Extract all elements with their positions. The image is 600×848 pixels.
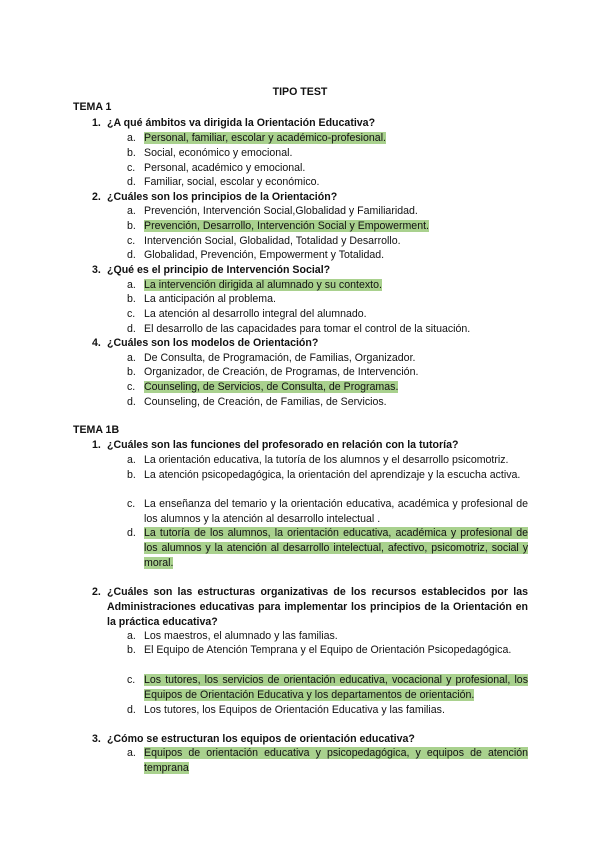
option-text: La orientación educativa, la tutoría de los alumnos y el desarrollo psicomotriz.: [144, 454, 509, 466]
option-letter: b.: [127, 147, 136, 159]
option-text: Personal, familiar, escolar y académico-profesional.: [144, 132, 387, 144]
option-letter: c.: [127, 235, 136, 247]
option-text: Prevención, Intervención Social,Globalidad y Familiaridad.: [144, 205, 418, 217]
option-letter: c.: [127, 308, 136, 320]
answer-option-correct: [127, 131, 528, 146]
question: [92, 336, 528, 351]
option-letter: a.: [127, 205, 136, 217]
question-number: 1.: [92, 439, 101, 451]
option-text: Counseling, de Servicios, de Consulta, de Programas.: [144, 381, 399, 393]
answer-option: [127, 204, 528, 219]
answer-option-correct: [127, 278, 528, 293]
option-text: Organizador, de Creación, de Programas, de Intervención.: [144, 366, 419, 378]
question-number: 2.: [92, 191, 101, 203]
answer-option: [127, 453, 528, 468]
answer-option: [127, 351, 528, 366]
question-number: 3.: [92, 733, 101, 745]
answer-option: [127, 146, 528, 161]
option-letter: c.: [127, 162, 136, 174]
answer-option-correct: [127, 380, 528, 395]
question-text: ¿A qué ámbitos va dirigida la Orientación Educativa?: [107, 117, 376, 129]
answer-option-correct: [127, 219, 528, 234]
option-text: Familiar, social, escolar y económico.: [144, 176, 320, 188]
option-letter: b.: [127, 469, 136, 481]
option-text: Los tutores, los Equipos de Orientación Educativa y las familias.: [144, 704, 445, 716]
question: [92, 585, 528, 630]
option-text: La enseñanza del temario y la orientación educativa, académica y profesional de los alumnos y la atención al desarrollo intelectual .: [144, 498, 528, 525]
question: [92, 190, 528, 205]
option-text: Los tutores, los servicios de orientación educativa, vocacional y profesional, los Equipos de Orientación Educativa y los departamentos de orientación.: [144, 674, 528, 701]
answer-option: [127, 322, 528, 337]
option-text: Equipos de orientación educativa y psicopedagógica, y equipos de atención temprana: [144, 747, 528, 774]
option-letter: b.: [127, 366, 136, 378]
option-letter: a.: [127, 630, 136, 642]
question: [92, 116, 528, 131]
answer-option: [127, 175, 528, 190]
option-letter: d.: [127, 527, 136, 539]
option-text: Prevención, Desarrollo, Intervención Social y Empowerment.: [144, 220, 429, 232]
question-number: 4.: [92, 337, 101, 349]
question: [92, 732, 528, 747]
option-letter: d.: [127, 396, 136, 408]
option-letter: d.: [127, 249, 136, 261]
option-letter: a.: [127, 352, 136, 364]
option-text: El desarrollo de las capacidades para tomar el control de la situación.: [144, 323, 471, 335]
option-text: La atención psicopedagógica, la orientación del aprendizaje y la escucha activa.: [144, 469, 521, 481]
option-text: Los maestros, el alumnado y las familias.: [144, 630, 338, 642]
question: [92, 263, 528, 278]
answer-option: [127, 497, 528, 527]
option-letter: a.: [127, 747, 136, 759]
option-letter: a.: [127, 279, 136, 291]
question-text: ¿Cuáles son los modelos de Orientación?: [107, 337, 319, 349]
section-heading: TEMA 1B: [73, 424, 120, 436]
option-letter: b.: [127, 293, 136, 305]
answer-option: [127, 365, 528, 380]
option-letter: d.: [127, 323, 136, 335]
question: [92, 438, 528, 453]
option-text: La intervención dirigida al alumnado y su contexto.: [144, 279, 382, 291]
option-text: Counseling, de Creación, de Familias, de Servicios.: [144, 396, 387, 408]
answer-option: [127, 307, 528, 322]
answer-option: [127, 161, 528, 176]
question-number: 3.: [92, 264, 101, 276]
answer-option: [127, 703, 528, 718]
option-letter: a.: [127, 454, 136, 466]
answer-option: [127, 468, 528, 483]
answer-option: [127, 234, 528, 249]
option-text: La tutoría de los alumnos, la orientación educativa, académica y profesional de los alumnos y la atención al desarrollo intelectual, afectivo, psicomotriz, social y moral.: [144, 527, 528, 569]
option-letter: b.: [127, 644, 136, 656]
question-number: 2.: [92, 586, 101, 598]
answer-option-correct: [127, 526, 528, 570]
option-text: El Equipo de Atención Temprana y el Equipo de Orientación Psicopedagógica.: [144, 644, 512, 656]
document-title: TIPO TEST: [272, 86, 328, 98]
question-text: ¿Qué es el principio de Intervención Social?: [107, 264, 331, 276]
option-letter: d.: [127, 704, 136, 716]
option-text: Personal, académico y emocional.: [144, 162, 306, 174]
question-text: ¿Cuáles son las estructuras organizativas de los recursos establecidos por las Administraciones educativas para implementar los principios de la Orientación en la práctica educativa?: [107, 586, 528, 628]
option-letter: c.: [127, 674, 136, 686]
question-text: ¿Cuáles son las funciones del profesorado en relación con la tutoría?: [107, 439, 459, 451]
answer-option-correct: [127, 673, 528, 703]
answer-option: [127, 292, 528, 307]
option-letter: c.: [127, 498, 136, 510]
answer-option-correct: [127, 746, 528, 776]
question-text: ¿Cuáles son los principios de la Orientación?: [107, 191, 338, 203]
option-letter: d.: [127, 176, 136, 188]
section-heading: TEMA 1: [73, 101, 112, 113]
option-text: La anticipación al problema.: [144, 293, 276, 305]
answer-option: [127, 629, 528, 644]
option-letter: a.: [127, 132, 136, 144]
question-text: ¿Cómo se estructuran los equipos de orientación educativa?: [107, 733, 415, 745]
option-text: Globalidad, Prevención, Empowerment y Totalidad.: [144, 249, 385, 261]
option-letter: b.: [127, 220, 136, 232]
option-text: La atención al desarrollo integral del alumnado.: [144, 308, 367, 320]
option-text: De Consulta, de Programación, de Familias, Organizador.: [144, 352, 416, 364]
question-number: 1.: [92, 117, 101, 129]
option-text: Intervención Social, Globalidad, Totalidad y Desarrollo.: [144, 235, 401, 247]
answer-option: [127, 395, 528, 410]
option-text: Social, económico y emocional.: [144, 147, 293, 159]
answer-option: [127, 643, 528, 658]
option-letter: c.: [127, 381, 136, 393]
answer-option: [127, 248, 528, 263]
